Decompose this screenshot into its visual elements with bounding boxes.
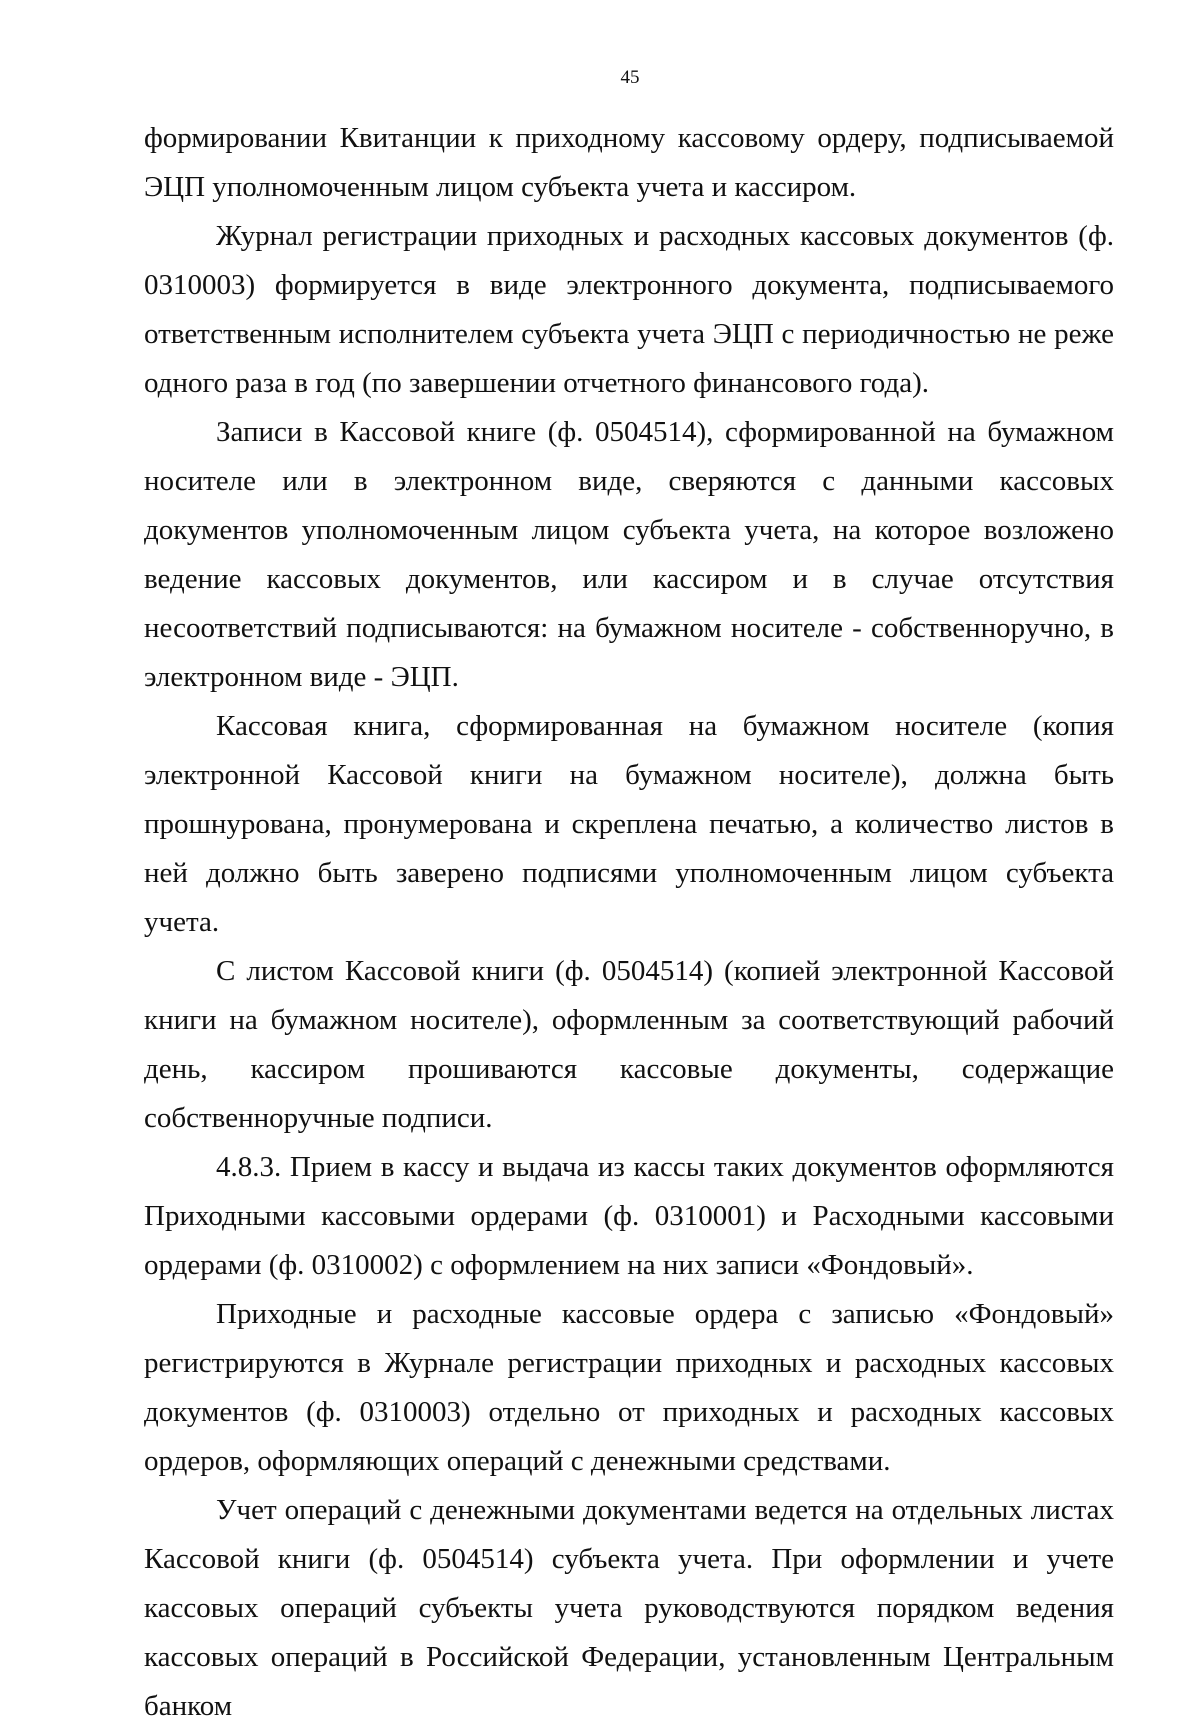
paragraph-continuation: формировании Квитанции к приходному кассовому ордеру, подписываемой ЭЦП уполномоченным лицом субъекта учета и кассиром.: [144, 122, 1114, 203]
paragraph-cash-book-binding: Кассовая книга, сформированная на бумажном носителе (копия электронной Кассовой книги на бумажном носителе), должна быть прошнурована, пронумерована и скреплена печатью, а количество листов в ней должно быть заверено подписями уполномоченным лицом субъекта учета.: [144, 710, 1114, 938]
paragraph-fund-orders-registration: Приходные и расходные кассовые ордера с записью «Фондовый» регистрируются в Журнале регистрации приходных и расходных кассовых документов (ф. 0310003) отдельно от приходных и расходных кассовых ордеров, оформляющих операций с денежными средствами.: [144, 1298, 1114, 1477]
paragraph-section-4-8-3: 4.8.3. Прием в кассу и выдача из кассы таких документов оформляются Приходными кассовыми ордерами (ф. 0310001) и Расходными кассовыми ордерами (ф. 0310002) с оформлением на них записи «Фондовый».: [144, 1151, 1114, 1281]
paragraph-monetary-documents-accounting: Учет операций с денежными документами ведется на отдельных листах Кассовой книги (ф. 0504514) субъекта учета. При оформлении и учете кассовых операций субъекты учета руководствуются порядком ведения кассовых операций в Российской Федерации, установленным Центральным банком: [144, 1494, 1114, 1722]
page-number: 45: [620, 67, 640, 88]
document-body: [144, 114, 1114, 1731]
paragraph-cash-book-sheet: С листом Кассовой книги (ф. 0504514) (копией электронной Кассовой книги на бумажном носителе), оформленным за соответствующий рабочий день, кассиром прошиваются кассовые документы, содержащие собственноручные подписи.: [144, 955, 1114, 1134]
paragraph-cash-journal: Журнал регистрации приходных и расходных кассовых документов (ф. 0310003) формируется в виде электронного документа, подписываемого ответственным исполнителем субъекта учета ЭЦП с периодичностью не реже одного раза в год (по завершении отчетного финансового года).: [144, 220, 1114, 399]
paragraph-cash-book-records: Записи в Кассовой книге (ф. 0504514), сформированной на бумажном носителе или в электронном виде, сверяются с данными кассовых документов уполномоченным лицом субъекта учета, на которое возложено ведение кассовых документов, или кассиром и в случае отсутствия несоответствий подписываются: на бумажном носителе - собственноручно, в электронном виде - ЭЦП.: [144, 416, 1114, 693]
